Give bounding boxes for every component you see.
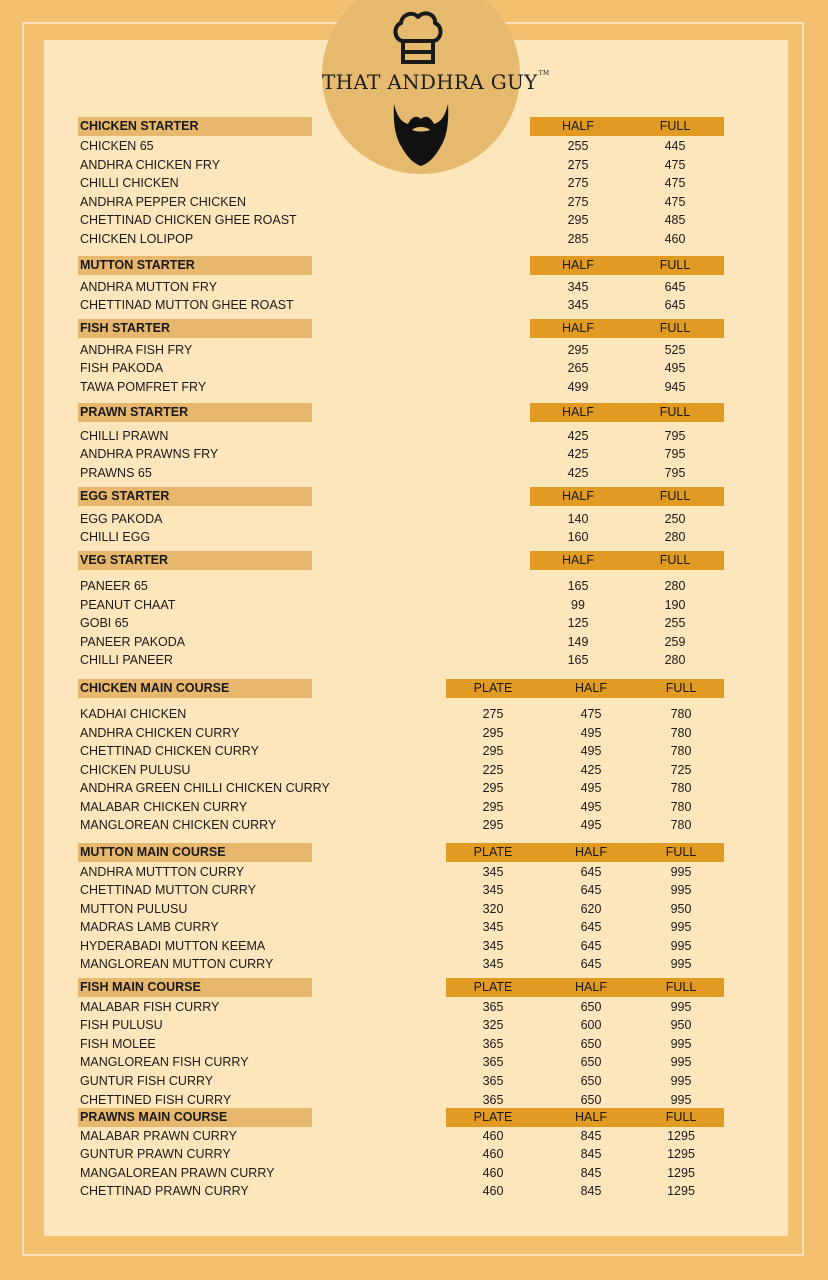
menu-item-price: 780 (670, 818, 692, 832)
menu-item-price: 425 (567, 429, 589, 443)
chef-hat-icon (393, 8, 443, 64)
menu-item-name: MANGLOREAN FISH CURRY (80, 1055, 249, 1069)
menu-item-row (0, 779, 828, 797)
menu-item-price: 995 (670, 939, 692, 953)
price-header-bar (530, 256, 724, 275)
menu-item-row (0, 378, 828, 396)
menu-item-name: ANDHRA PRAWNS FRY (80, 447, 219, 461)
price-column-label: HALF (575, 681, 607, 695)
menu-item-price: 275 (567, 176, 589, 190)
menu-item-price: 845 (580, 1166, 602, 1180)
menu-item-price: 280 (664, 653, 686, 667)
menu-item-price: 499 (567, 380, 589, 394)
menu-item-price: 140 (567, 512, 589, 526)
menu-item-price: 425 (567, 447, 589, 461)
menu-item-price: 795 (664, 447, 686, 461)
menu-item-price: 950 (670, 1018, 692, 1032)
menu-item-row (0, 341, 828, 359)
price-header-bar (530, 319, 724, 338)
price-column-label: HALF (562, 321, 594, 335)
menu-item-name: PANEER PAKODA (80, 635, 186, 649)
menu-item-row (0, 1091, 828, 1109)
menu-item-price: 995 (670, 1093, 692, 1107)
menu-item-price: 345 (567, 280, 589, 294)
menu-item-row (0, 1127, 828, 1145)
menu-item-name: ANDHRA CHICKEN CURRY (80, 726, 240, 740)
menu-item-price: 345 (482, 920, 504, 934)
menu-item-name: MANGLOREAN CHICKEN CURRY (80, 818, 277, 832)
menu-item-price: 995 (670, 883, 692, 897)
menu-item-price: 255 (664, 616, 686, 630)
menu-item-price: 645 (664, 280, 686, 294)
menu-item-price: 345 (482, 865, 504, 879)
menu-item-price: 645 (580, 883, 602, 897)
menu-item-row (0, 1035, 828, 1053)
section-title: MUTTON STARTER (78, 256, 312, 275)
menu-item-price: 295 (482, 800, 504, 814)
menu-item-price: 995 (670, 1037, 692, 1051)
menu-item-price: 495 (580, 781, 602, 795)
menu-item-row (0, 278, 828, 296)
price-column-label: PLATE (473, 681, 513, 695)
menu-item-price: 475 (664, 176, 686, 190)
menu-item-price: 160 (567, 530, 589, 544)
price-column-label: HALF (562, 489, 594, 503)
menu-item-price: 645 (580, 957, 602, 971)
menu-item-row (0, 1053, 828, 1071)
section-title: FISH MAIN COURSE (78, 978, 312, 997)
menu-item-row (0, 1164, 828, 1182)
menu-item-row (0, 651, 828, 669)
menu-item-row (0, 577, 828, 595)
price-header-bar (530, 551, 724, 570)
menu-item-row (0, 464, 828, 482)
menu-item-name: MALABAR FISH CURRY (80, 1000, 220, 1014)
menu-item-price: 795 (664, 429, 686, 443)
section-title: EGG STARTER (78, 487, 312, 506)
menu-item-row (0, 1016, 828, 1034)
menu-item-price: 650 (580, 1055, 602, 1069)
menu-item-name: EGG PAKODA (80, 512, 163, 526)
menu-item-row (0, 998, 828, 1016)
menu-item-price: 950 (670, 902, 692, 916)
menu-item-name: CHETTINAD MUTTON CURRY (80, 883, 256, 897)
menu-item-price: 365 (482, 1055, 504, 1069)
price-column-label: FULL (659, 258, 691, 272)
price-column-label: HALF (562, 553, 594, 567)
menu-item-price: 345 (567, 298, 589, 312)
menu-item-price: 485 (664, 213, 686, 227)
menu-item-name: CHILLI EGG (80, 530, 151, 544)
menu-item-price: 495 (580, 744, 602, 758)
price-header-bar (446, 679, 724, 698)
menu-item-price: 275 (482, 707, 504, 721)
menu-item-row (0, 296, 828, 314)
price-column-label: FULL (659, 405, 691, 419)
menu-item-price: 525 (664, 343, 686, 357)
menu-item-price: 995 (670, 1000, 692, 1014)
menu-item-name: PANEER 65 (80, 579, 148, 593)
menu-item-name: ANDHRA FISH FRY (80, 343, 193, 357)
price-column-label: HALF (575, 980, 607, 994)
menu-item-name: GUNTUR PRAWN CURRY (80, 1147, 231, 1161)
price-column-label: FULL (665, 681, 697, 695)
price-column-label: FULL (659, 553, 691, 567)
menu-item-price: 295 (482, 726, 504, 740)
menu-item-price: 845 (580, 1129, 602, 1143)
menu-item-price: 845 (580, 1184, 602, 1198)
menu-item-price: 165 (567, 579, 589, 593)
menu-item-price: 795 (664, 466, 686, 480)
menu-item-name: HYDERABADI MUTTON KEEMA (80, 939, 266, 953)
menu-item-price: 325 (482, 1018, 504, 1032)
menu-item-price: 445 (664, 139, 686, 153)
menu-item-price: 495 (664, 361, 686, 375)
menu-item-price: 495 (580, 800, 602, 814)
menu-item-name: CHICKEN 65 (80, 139, 154, 153)
menu-item-name: CHILLI CHICKEN (80, 176, 179, 190)
brand-name: THAT ANDHRA GUY™ (322, 70, 550, 94)
menu-item-price: 645 (580, 920, 602, 934)
price-header-bar (446, 978, 724, 997)
price-column-label: FULL (665, 845, 697, 859)
menu-item-row (0, 918, 828, 936)
price-column-label: PLATE (473, 980, 513, 994)
price-header-bar (530, 487, 724, 506)
section-title: CHICKEN STARTER (78, 117, 312, 136)
menu-item-price: 365 (482, 1074, 504, 1088)
menu-item-price: 645 (664, 298, 686, 312)
menu-item-row (0, 193, 828, 211)
menu-item-price: 275 (567, 195, 589, 209)
menu-item-row (0, 724, 828, 742)
menu-item-price: 725 (670, 763, 692, 777)
menu-item-price: 995 (670, 865, 692, 879)
menu-item-price: 250 (664, 512, 686, 526)
menu-item-price: 460 (482, 1147, 504, 1161)
menu-item-name: CHILLI PRAWN (80, 429, 169, 443)
price-column-label: HALF (562, 405, 594, 419)
menu-item-name: MANGLOREAN MUTTON CURRY (80, 957, 274, 971)
menu-item-price: 845 (580, 1147, 602, 1161)
menu-item-name: ANDHRA GREEN CHILLI CHICKEN CURRY (80, 781, 330, 795)
menu-item-price: 620 (580, 902, 602, 916)
menu-item-row (0, 937, 828, 955)
menu-item-name: ANDHRA PEPPER CHICKEN (80, 195, 247, 209)
section-title: CHICKEN MAIN COURSE (78, 679, 312, 698)
menu-item-name: MUTTON PULUSU (80, 902, 188, 916)
menu-item-row (0, 596, 828, 614)
menu-item-row (0, 510, 828, 528)
menu-item-price: 645 (580, 939, 602, 953)
menu-item-price: 255 (567, 139, 589, 153)
menu-item-name: MANGALOREAN PRAWN CURRY (80, 1166, 275, 1180)
menu-item-price: 225 (482, 763, 504, 777)
menu-item-price: 295 (482, 744, 504, 758)
menu-item-price: 780 (670, 707, 692, 721)
menu-item-row (0, 137, 828, 155)
menu-item-row (0, 156, 828, 174)
menu-item-name: FISH PAKODA (80, 361, 164, 375)
menu-item-name: CHICKEN LOLIPOP (80, 232, 194, 246)
menu-item-name: TAWA POMFRET FRY (80, 380, 207, 394)
menu-item-price: 650 (580, 1074, 602, 1088)
menu-item-price: 995 (670, 1074, 692, 1088)
menu-item-price: 1295 (667, 1147, 695, 1161)
menu-item-row (0, 900, 828, 918)
menu-item-price: 295 (482, 781, 504, 795)
price-column-label: FULL (659, 489, 691, 503)
menu-item-price: 460 (664, 232, 686, 246)
menu-item-price: 945 (664, 380, 686, 394)
menu-item-row (0, 445, 828, 463)
menu-item-price: 149 (567, 635, 589, 649)
menu-item-row (0, 742, 828, 760)
section-title: MUTTON MAIN COURSE (78, 843, 312, 862)
menu-item-price: 650 (580, 1093, 602, 1107)
menu-item-name: GOBI 65 (80, 616, 129, 630)
price-header-bar (446, 843, 724, 862)
menu-item-row (0, 881, 828, 899)
price-header-bar (530, 403, 724, 422)
menu-item-price: 475 (664, 195, 686, 209)
menu-item-row (0, 1182, 828, 1200)
price-column-label: HALF (575, 845, 607, 859)
menu-item-row (0, 359, 828, 377)
menu-item-name: ANDHRA MUTTTON CURRY (80, 865, 245, 879)
menu-item-price: 460 (482, 1129, 504, 1143)
menu-item-row (0, 1072, 828, 1090)
menu-item-name: FISH PULUSU (80, 1018, 163, 1032)
price-header-bar (530, 117, 724, 136)
section-title: FISH STARTER (78, 319, 312, 338)
menu-item-name: KADHAI CHICKEN (80, 707, 187, 721)
menu-item-price: 265 (567, 361, 589, 375)
menu-item-price: 495 (580, 726, 602, 740)
price-column-label: FULL (665, 980, 697, 994)
menu-item-name: FISH MOLEE (80, 1037, 156, 1051)
menu-item-price: 495 (580, 818, 602, 832)
menu-item-row (0, 761, 828, 779)
menu-item-row (0, 863, 828, 881)
menu-item-price: 650 (580, 1000, 602, 1014)
menu-item-name: PRAWNS 65 (80, 466, 152, 480)
menu-item-price: 280 (664, 579, 686, 593)
menu-item-name: CHETTINED FISH CURRY (80, 1093, 232, 1107)
menu-item-price: 275 (567, 158, 589, 172)
price-column-label: PLATE (473, 845, 513, 859)
section-title: PRAWNS MAIN COURSE (78, 1108, 312, 1127)
menu-item-price: 365 (482, 1000, 504, 1014)
menu-item-row (0, 955, 828, 973)
menu-item-price: 295 (567, 343, 589, 357)
trademark-mark: TM (538, 70, 550, 77)
menu-item-price: 995 (670, 957, 692, 971)
menu-item-name: PEANUT CHAAT (80, 598, 176, 612)
price-column-label: HALF (562, 119, 594, 133)
price-header-bar (446, 1108, 724, 1127)
menu-item-price: 780 (670, 781, 692, 795)
menu-item-price: 259 (664, 635, 686, 649)
menu-item-price: 345 (482, 957, 504, 971)
menu-item-price: 285 (567, 232, 589, 246)
price-column-label: PLATE (473, 1110, 513, 1124)
menu-item-row (0, 174, 828, 192)
menu-item-name: ANDHRA CHICKEN FRY (80, 158, 221, 172)
menu-item-price: 650 (580, 1037, 602, 1051)
price-column-label: HALF (575, 1110, 607, 1124)
price-column-label: FULL (659, 119, 691, 133)
menu-item-row (0, 211, 828, 229)
menu-item-row (0, 1145, 828, 1163)
menu-item-price: 280 (664, 530, 686, 544)
menu-item-price: 99 (571, 598, 585, 612)
menu-item-name: ANDHRA MUTTON FRY (80, 280, 218, 294)
menu-item-row (0, 705, 828, 723)
menu-item-price: 425 (567, 466, 589, 480)
price-column-label: HALF (562, 258, 594, 272)
menu-item-name: CHETTINAD CHICKEN CURRY (80, 744, 259, 758)
menu-item-name: CHILLI PANEER (80, 653, 173, 667)
menu-item-row (0, 633, 828, 651)
menu-item-price: 995 (670, 920, 692, 934)
menu-item-price: 460 (482, 1184, 504, 1198)
menu-item-price: 1295 (667, 1129, 695, 1143)
menu-item-price: 320 (482, 902, 504, 916)
menu-item-price: 345 (482, 939, 504, 953)
price-column-label: FULL (659, 321, 691, 335)
menu-item-price: 995 (670, 1055, 692, 1069)
menu-item-price: 780 (670, 744, 692, 758)
menu-item-price: 780 (670, 800, 692, 814)
menu-item-name: CHETTINAD CHICKEN GHEE ROAST (80, 213, 297, 227)
menu-item-price: 475 (580, 707, 602, 721)
menu-item-name: GUNTUR FISH CURRY (80, 1074, 214, 1088)
menu-item-row (0, 614, 828, 632)
menu-item-price: 125 (567, 616, 589, 630)
menu-item-price: 165 (567, 653, 589, 667)
menu-item-price: 780 (670, 726, 692, 740)
menu-item-name: MALABAR PRAWN CURRY (80, 1129, 237, 1143)
menu-item-name: CHETTINAD PRAWN CURRY (80, 1184, 249, 1198)
menu-item-price: 645 (580, 865, 602, 879)
menu-item-name: MADRAS LAMB CURRY (80, 920, 219, 934)
menu-item-price: 365 (482, 1037, 504, 1051)
price-column-label: FULL (665, 1110, 697, 1124)
section-title: VEG STARTER (78, 551, 312, 570)
menu-item-price: 1295 (667, 1166, 695, 1180)
menu-item-row (0, 528, 828, 546)
menu-item-price: 295 (567, 213, 589, 227)
menu-item-row (0, 816, 828, 834)
menu-item-name: CHICKEN PULUSU (80, 763, 191, 777)
menu-item-price: 295 (482, 818, 504, 832)
menu-item-price: 475 (664, 158, 686, 172)
menu-item-row (0, 230, 828, 248)
menu-item-name: MALABAR CHICKEN CURRY (80, 800, 248, 814)
menu-item-price: 1295 (667, 1184, 695, 1198)
menu-item-price: 600 (580, 1018, 602, 1032)
section-title: PRAWN STARTER (78, 403, 312, 422)
menu-item-name: CHETTINAD MUTTON GHEE ROAST (80, 298, 294, 312)
menu-item-price: 345 (482, 883, 504, 897)
menu-item-price: 460 (482, 1166, 504, 1180)
menu-item-price: 365 (482, 1093, 504, 1107)
menu-item-row (0, 798, 828, 816)
menu-item-price: 425 (580, 763, 602, 777)
menu-item-row (0, 427, 828, 445)
menu-item-price: 190 (664, 598, 686, 612)
